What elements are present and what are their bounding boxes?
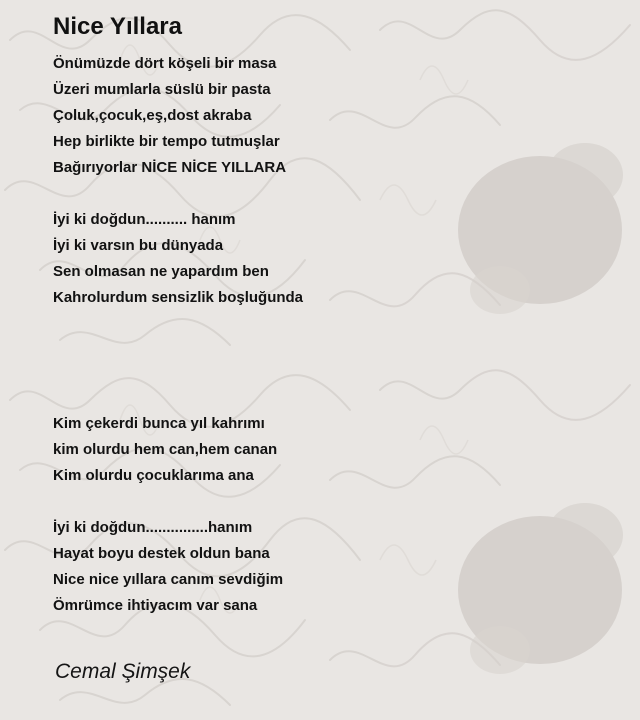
poem-author: Cemal Şimşek	[55, 660, 191, 683]
poem-line: İyi ki varsın bu dünyada	[53, 237, 224, 254]
poem-line: Kim olurdu çocuklarıma ana	[53, 467, 254, 484]
poem-line: Ömrümce ihtiyacım var sana	[53, 597, 258, 614]
poem-stanza-1	[53, 51, 286, 181]
poem-line: kim olurdu hem can,hem canan	[53, 441, 278, 458]
poem-line: Kim çekerdi bunca yıl kahrımı	[53, 415, 265, 432]
poem-line: Üzeri mumlarla süslü bir pasta	[53, 81, 271, 98]
poem-line: Sen olmasan ne yapardım ben	[53, 263, 269, 280]
poem-stanza-3	[53, 411, 277, 489]
poem-stanza-2	[53, 207, 303, 311]
poem-line: Çoluk,çocuk,eş,dost akraba	[53, 107, 252, 124]
poem-line: Kahrolurdum sensizlik boşluğunda	[53, 289, 304, 306]
poem-line: İyi ki doğdun...............hanım	[53, 519, 253, 536]
poem-line: Bağırıyorlar NİCE NİCE YILLARA	[53, 159, 287, 176]
poem-line: Nice nice yıllara canım sevdiğim	[53, 571, 284, 588]
poem-stanza-4	[53, 515, 283, 619]
poem-line: İyi ki doğdun.......... hanım	[53, 211, 236, 228]
poem-line: Önümüzde dört köşeli bir masa	[53, 55, 277, 72]
poem-title: Nice Yıllara	[53, 13, 182, 40]
poem-line: Hep birlikte bir tempo tutmuşlar	[53, 133, 280, 150]
poem-line: Hayat boyu destek oldun bana	[53, 545, 270, 562]
